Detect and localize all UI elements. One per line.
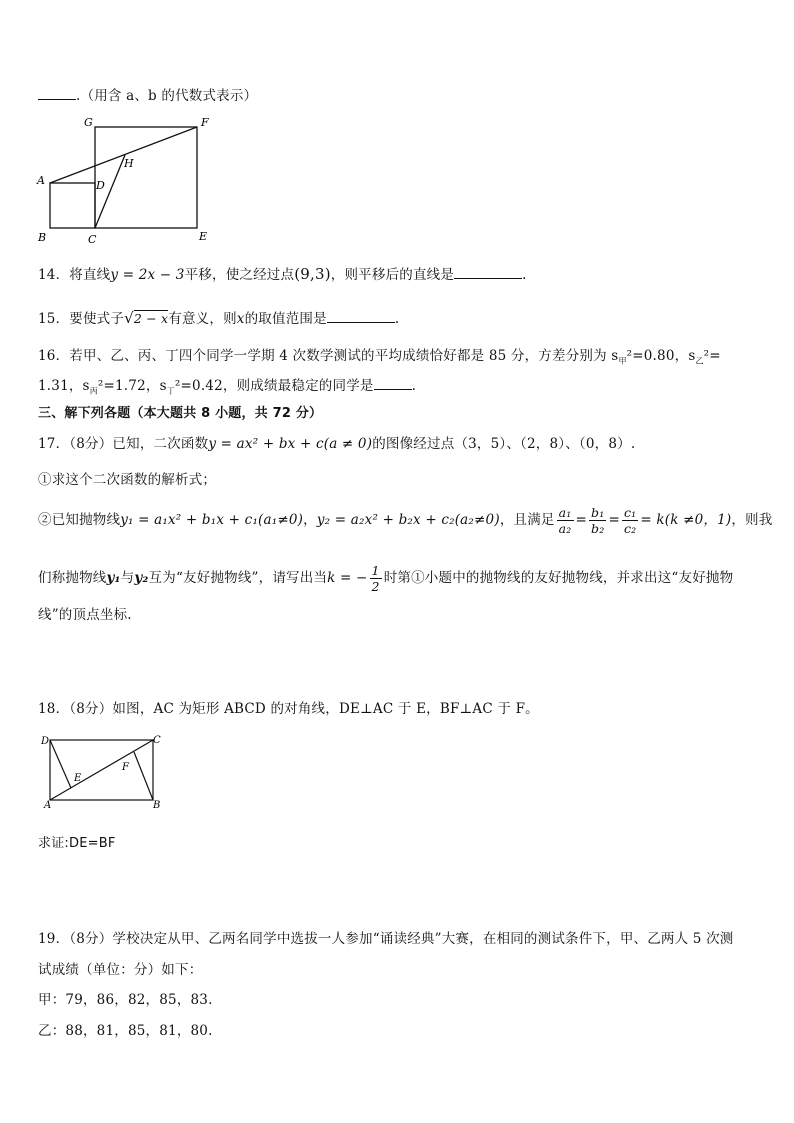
label-b: B xyxy=(153,800,161,810)
question-19-line2: 试成绩（单位：分）如下： xyxy=(38,962,203,978)
fraction-a: $\frac{\text{a₁}}{\text{a₂}}$ xyxy=(558,505,572,536)
label-h: H xyxy=(124,157,134,170)
rectangle-cefg xyxy=(95,127,197,228)
question-18-proof: 求证:DE=BF xyxy=(38,836,116,851)
diagonal-ac xyxy=(50,740,153,800)
q13-answer-line: .（用含 a、b 的代数式表示） xyxy=(38,84,257,104)
fraction-c: $\frac{\text{c₁}}{\text{c₂}}$ xyxy=(623,505,637,536)
label-c: C xyxy=(153,735,161,746)
label-a: A xyxy=(44,800,52,810)
fraction-b: $\frac{\text{b₁}}{\text{b₂}}$ xyxy=(591,505,605,536)
question-16-line2: 1.31，$s_丙^2=1.72$，$s_丁^2=0.42$，则成绩最稳定的同学是 . xyxy=(38,378,417,396)
answer-blank[interactable] xyxy=(454,266,522,279)
answer-blank[interactable] xyxy=(374,377,412,390)
label-d: D xyxy=(96,179,105,192)
segment-bf xyxy=(134,752,153,800)
question-19-line1: 19．（8分）学校决定从甲、乙两名同学中选拔一人参加“诵读经典”大赛，在相同的测试条件下，甲、乙两人 5 次测 xyxy=(38,931,734,947)
label-g: G xyxy=(84,116,93,129)
question-17-part1: ①求这个二次函数的解析式； xyxy=(38,472,217,488)
figure-rectangles xyxy=(30,110,230,250)
question-16-line1: 16．若甲、乙、丙、丁四个同学一学期 4 次数学测试的平均成绩恰好都是 85 分，方差分别为 $s_甲^2=0.80$，$s_乙^2=$ xyxy=(38,348,721,366)
sqrt-symbol: √ xyxy=(124,309,134,327)
label-e: E xyxy=(74,773,82,784)
fraction-half: $\frac{1}{2}$ xyxy=(371,563,380,594)
label-b: B xyxy=(38,231,47,244)
section-title: 三、解下列各题（本大题共 8 小题，共 72 分） xyxy=(38,406,323,421)
answer-blank[interactable] xyxy=(327,310,395,323)
question-18: 18．（8分）如图，AC 为矩形 ABCD 的对角线，DE⊥AC 于 E，BF⊥AC 于 F。 xyxy=(38,701,539,717)
segment-af xyxy=(50,127,197,183)
label-f: F xyxy=(122,762,129,773)
label-c: C xyxy=(88,233,97,246)
question-17-part2: ②已知抛物线y₁ = a₁x² + b₁x + c₁(a₁≠0)，y₂ = a₂x² + b₂x + c₂(a₂≠0)，且满足 $\frac{\text{a₁}}{\text{a₂}}$ = $\frac{\text{b₁}}{\text{b₂}}$ = $\frac{\text{c₁}}{\text{c₂}}$ = k(k ≠0，1)，则我 xyxy=(38,505,773,536)
figure-rectangle-abcd xyxy=(38,730,168,810)
segment-de xyxy=(50,740,71,788)
question-17-line4: 线”的顶点坐标. xyxy=(38,607,132,623)
small-square-abcd xyxy=(50,183,95,228)
answer-blank[interactable] xyxy=(38,87,76,100)
label-a: A xyxy=(37,174,45,187)
scores-yi: 乙：88，81，85，81，80. xyxy=(38,1023,213,1039)
label-d: D xyxy=(41,736,50,747)
label-e: E xyxy=(199,230,208,243)
label-f: F xyxy=(201,116,209,129)
question-15: 15．要使式子√2 − x有意义，则x的取值范围是 . xyxy=(38,309,400,327)
question-14: 14．将直线y = 2x − 3平移，使之经过点(9,3)，则平移后的直线是 . xyxy=(38,265,527,283)
question-17: 17．（8分）已知，二次函数y = ax² + bx + c(a ≠ 0)的图像经过点（3，5）、（2，8）、（0，8）. xyxy=(38,436,636,452)
question-17-part2-cont: 们称抛物线y₁与y₂互为“友好抛物线”，请写出当k = − $\frac{1}{2}$ 时第①小题中的抛物线的友好抛物线，并求出这“友好抛物 xyxy=(38,563,734,594)
scores-jia: 甲：79，86，82，85，83. xyxy=(38,992,213,1008)
